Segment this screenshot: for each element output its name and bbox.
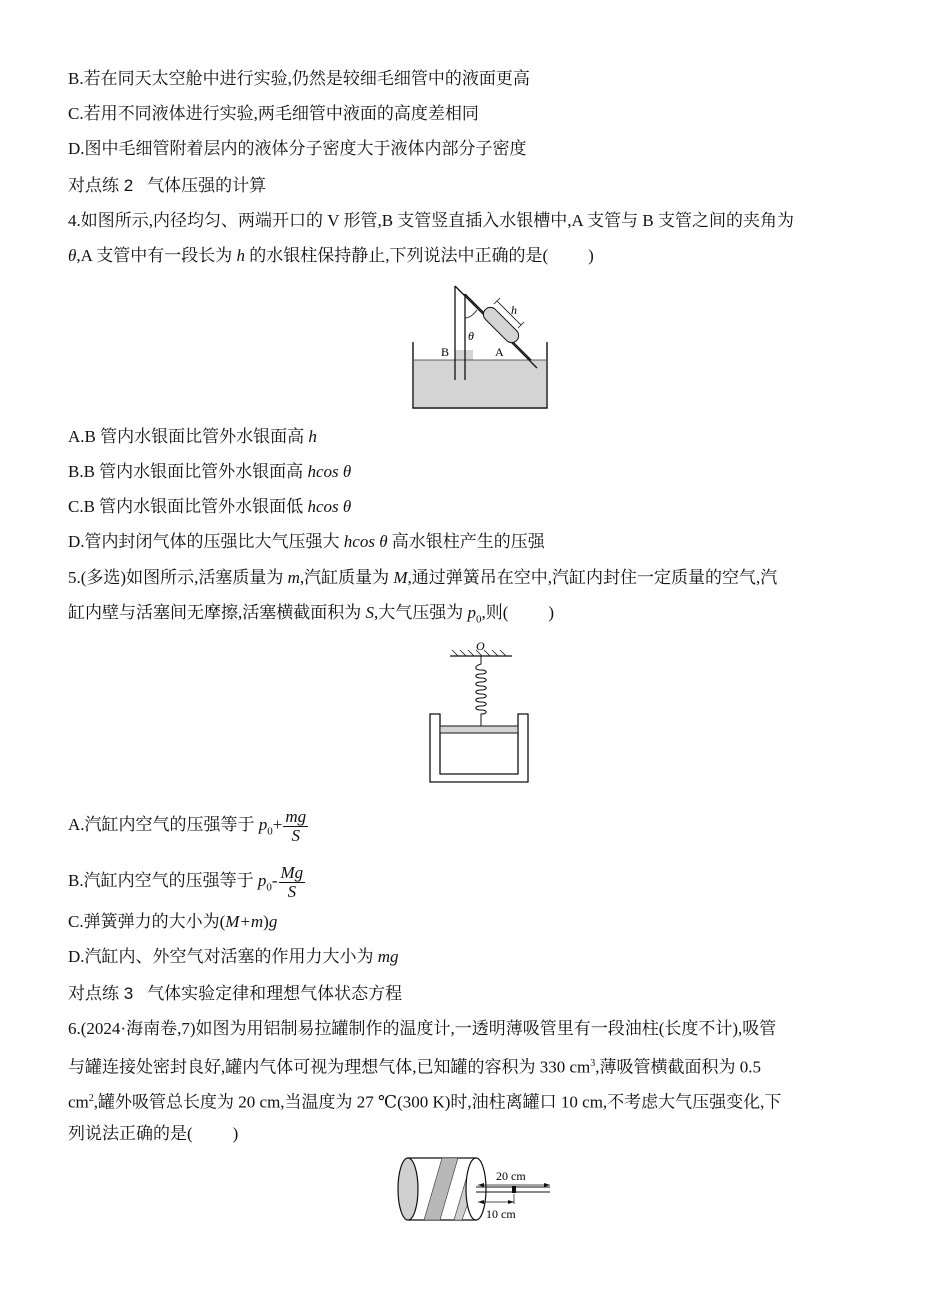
q5-option-d: D.汽缸内、外空气对活塞的作用力大小为 mg <box>68 947 399 966</box>
q4-option-b: B.B 管内水银面比管外水银面高 hcos θ <box>68 462 352 481</box>
label-10cm: 10 cm <box>486 1207 516 1221</box>
q6-stem-line2: 与罐连接处密封良好,罐内气体可视为理想气体,已知罐的容积为 330 $cm^3$,薄吸管横截面积为 0.5 <box>68 1057 762 1077</box>
section-3-title: 气体实验定律和理想气体状态方程 <box>147 984 403 1003</box>
fraction-mg-over-s: $\frac{mg}{S}$ <box>285 806 307 845</box>
q5-stem-line1: 5.(多选)如图所示,活塞质量为 m,汽缸质量为 M,通过弹簧吊在空中,汽缸内封住一定质量的空气,汽 <box>68 568 778 587</box>
section-2-title: 气体压强的计算 <box>147 176 267 195</box>
q5-option-c: C.弹簧弹力的大小为(M+m)g <box>68 912 278 931</box>
q6-stem-line4: 列说法正确的是( ) <box>68 1124 239 1143</box>
q3-option-b: B.若在同天太空舱中进行实验,仍然是较细毛细管中的液面更高 <box>68 69 530 88</box>
fraction-Mg-over-s: $\frac{Mg}{S}$ <box>280 862 304 901</box>
label-theta: θ <box>468 329 474 343</box>
label-a: A <box>495 345 504 359</box>
section-3-number: 对点练 3 <box>68 984 134 1003</box>
q4-option-c: C.B 管内水银面比管外水银面低 hcos θ <box>68 497 352 516</box>
piston <box>440 726 518 733</box>
q5-stem-line2: 缸内壁与活塞间无摩擦,活塞横截面积为 S,大气压强为 $p_0$,则( ) <box>68 603 555 626</box>
q5-option-a: A.汽缸内空气的压强等于 $p_0+$ $\frac{mg}{S}$ <box>68 806 307 845</box>
section-2-number: 对点练 2 <box>68 176 134 195</box>
q5-option-b: B.汽缸内空气的压强等于 $p_0-$ $\frac{Mg}{S}$ <box>68 862 304 901</box>
q4-option-a: A.B 管内水银面比管外水银面高 h <box>68 427 317 446</box>
mercury-fill <box>414 350 546 407</box>
section-2-heading <box>68 174 266 198</box>
q4-stem-line2: θ,A 支管中有一段长为 h 的水银柱保持静止,下列说法中正确的是( ) <box>68 246 594 265</box>
q4-v-tube-figure <box>405 280 555 415</box>
q6-stem-line1: 6.(2024·海南卷,7)如图为用铝制易拉罐制作的温度计,一透明薄吸管里有一段油柱(长度不计),吸管 <box>68 1019 777 1038</box>
oil-column <box>512 1186 516 1193</box>
q6-stem-line3: $cm^2$,罐外吸管总长度为 20 cm,当温度为 27 ℃(300 K)时,油柱离罐口 10 cm,不考虑大气压强变化,下 <box>68 1092 782 1112</box>
label-o: O <box>476 639 485 653</box>
q3-option-d: D.图中毛细管附着层内的液体分子密度大于液体内部分子密度 <box>68 139 527 158</box>
q3-option-c: C.若用不同液体进行实验,两毛细管中液面的高度差相同 <box>68 104 479 123</box>
q4-option-d: D.管内封闭气体的压强比大气压强大 hcos θ 高水银柱产生的压强 <box>68 532 545 551</box>
label-h: h <box>511 303 517 317</box>
section-3-heading <box>68 982 402 1006</box>
label-20cm: 20 cm <box>496 1169 526 1183</box>
spring <box>476 656 487 726</box>
q5-hanging-cylinder-figure <box>420 636 540 786</box>
label-b: B <box>441 345 450 359</box>
q4-stem-line1: 4.如图所示,内径均匀、两端开口的 V 形管,B 支管竖直插入水银槽中,A 支管与 B 支管之间的夹角为 <box>68 211 794 230</box>
q6-can-thermometer-figure <box>392 1152 557 1227</box>
cylinder <box>430 714 528 782</box>
